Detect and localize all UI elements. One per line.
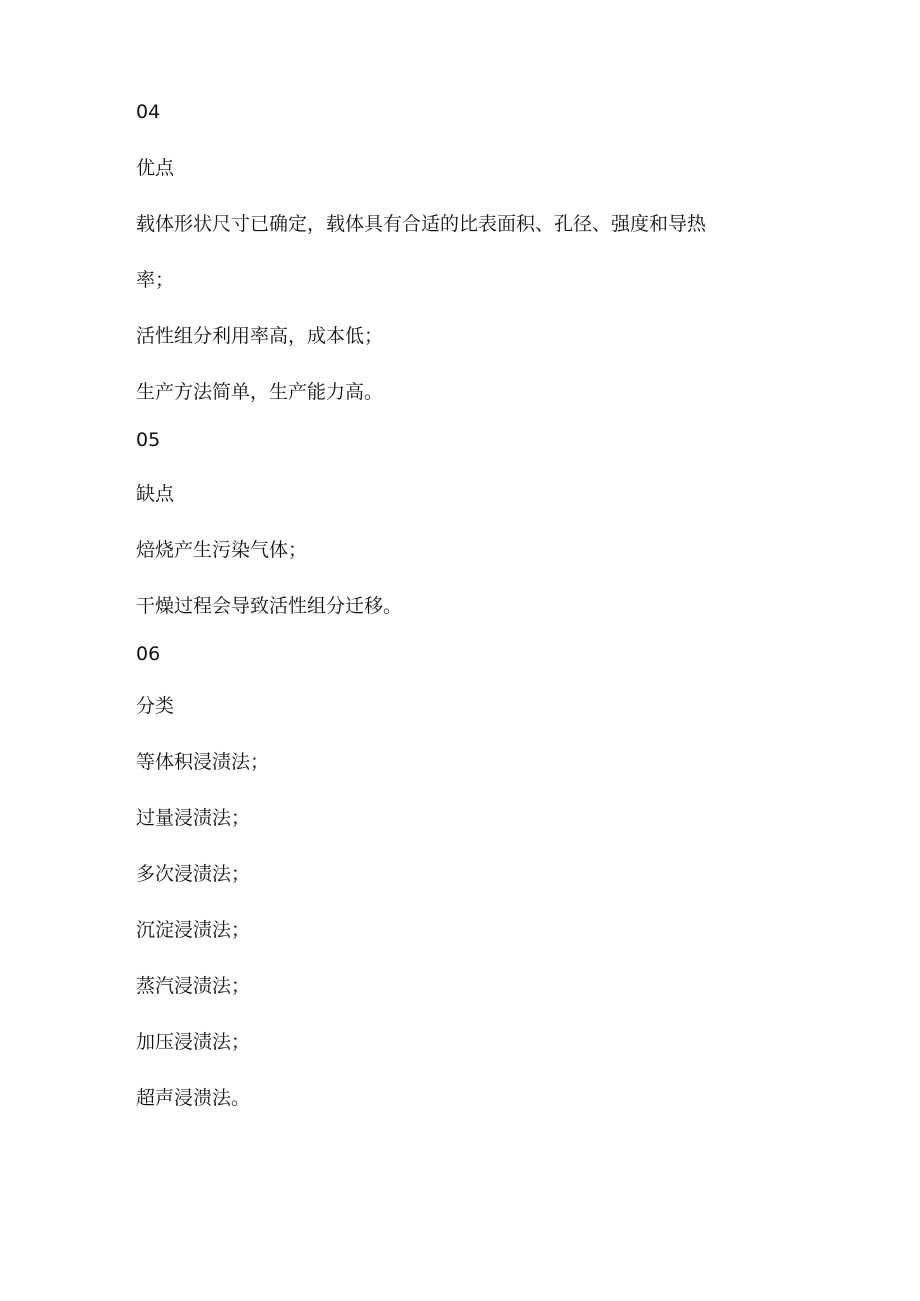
section-heading: 缺点	[136, 483, 175, 505]
section-number: 04	[136, 101, 161, 123]
paragraph: 蒸汽浸渍法；	[136, 975, 251, 997]
paragraph: 过量浸渍法；	[136, 807, 251, 829]
paragraph: 率；	[136, 269, 175, 291]
section-number: 06	[136, 643, 161, 665]
paragraph: 多次浸渍法；	[136, 863, 251, 885]
paragraph: 超声浸溃法。	[136, 1087, 251, 1109]
section-heading: 分类	[136, 695, 175, 717]
section-number: 05	[136, 429, 161, 451]
paragraph: 活性组分利用率高，成本低；	[136, 325, 384, 347]
paragraph: 载体形状尺寸已确定，载体具有合适的比表面积、孔径、强度和导热	[136, 213, 707, 235]
section-heading: 优点	[136, 157, 175, 179]
paragraph: 沉淀浸渍法；	[136, 919, 251, 941]
paragraph: 生产方法简单，生产能力高。	[136, 381, 384, 403]
paragraph: 加压浸渍法；	[136, 1031, 251, 1053]
paragraph: 干燥过程会导致活性组分迁移。	[136, 595, 403, 617]
paragraph: 等体积浸渍法；	[136, 751, 270, 773]
paragraph: 焙烧产生污染气体；	[136, 539, 308, 561]
